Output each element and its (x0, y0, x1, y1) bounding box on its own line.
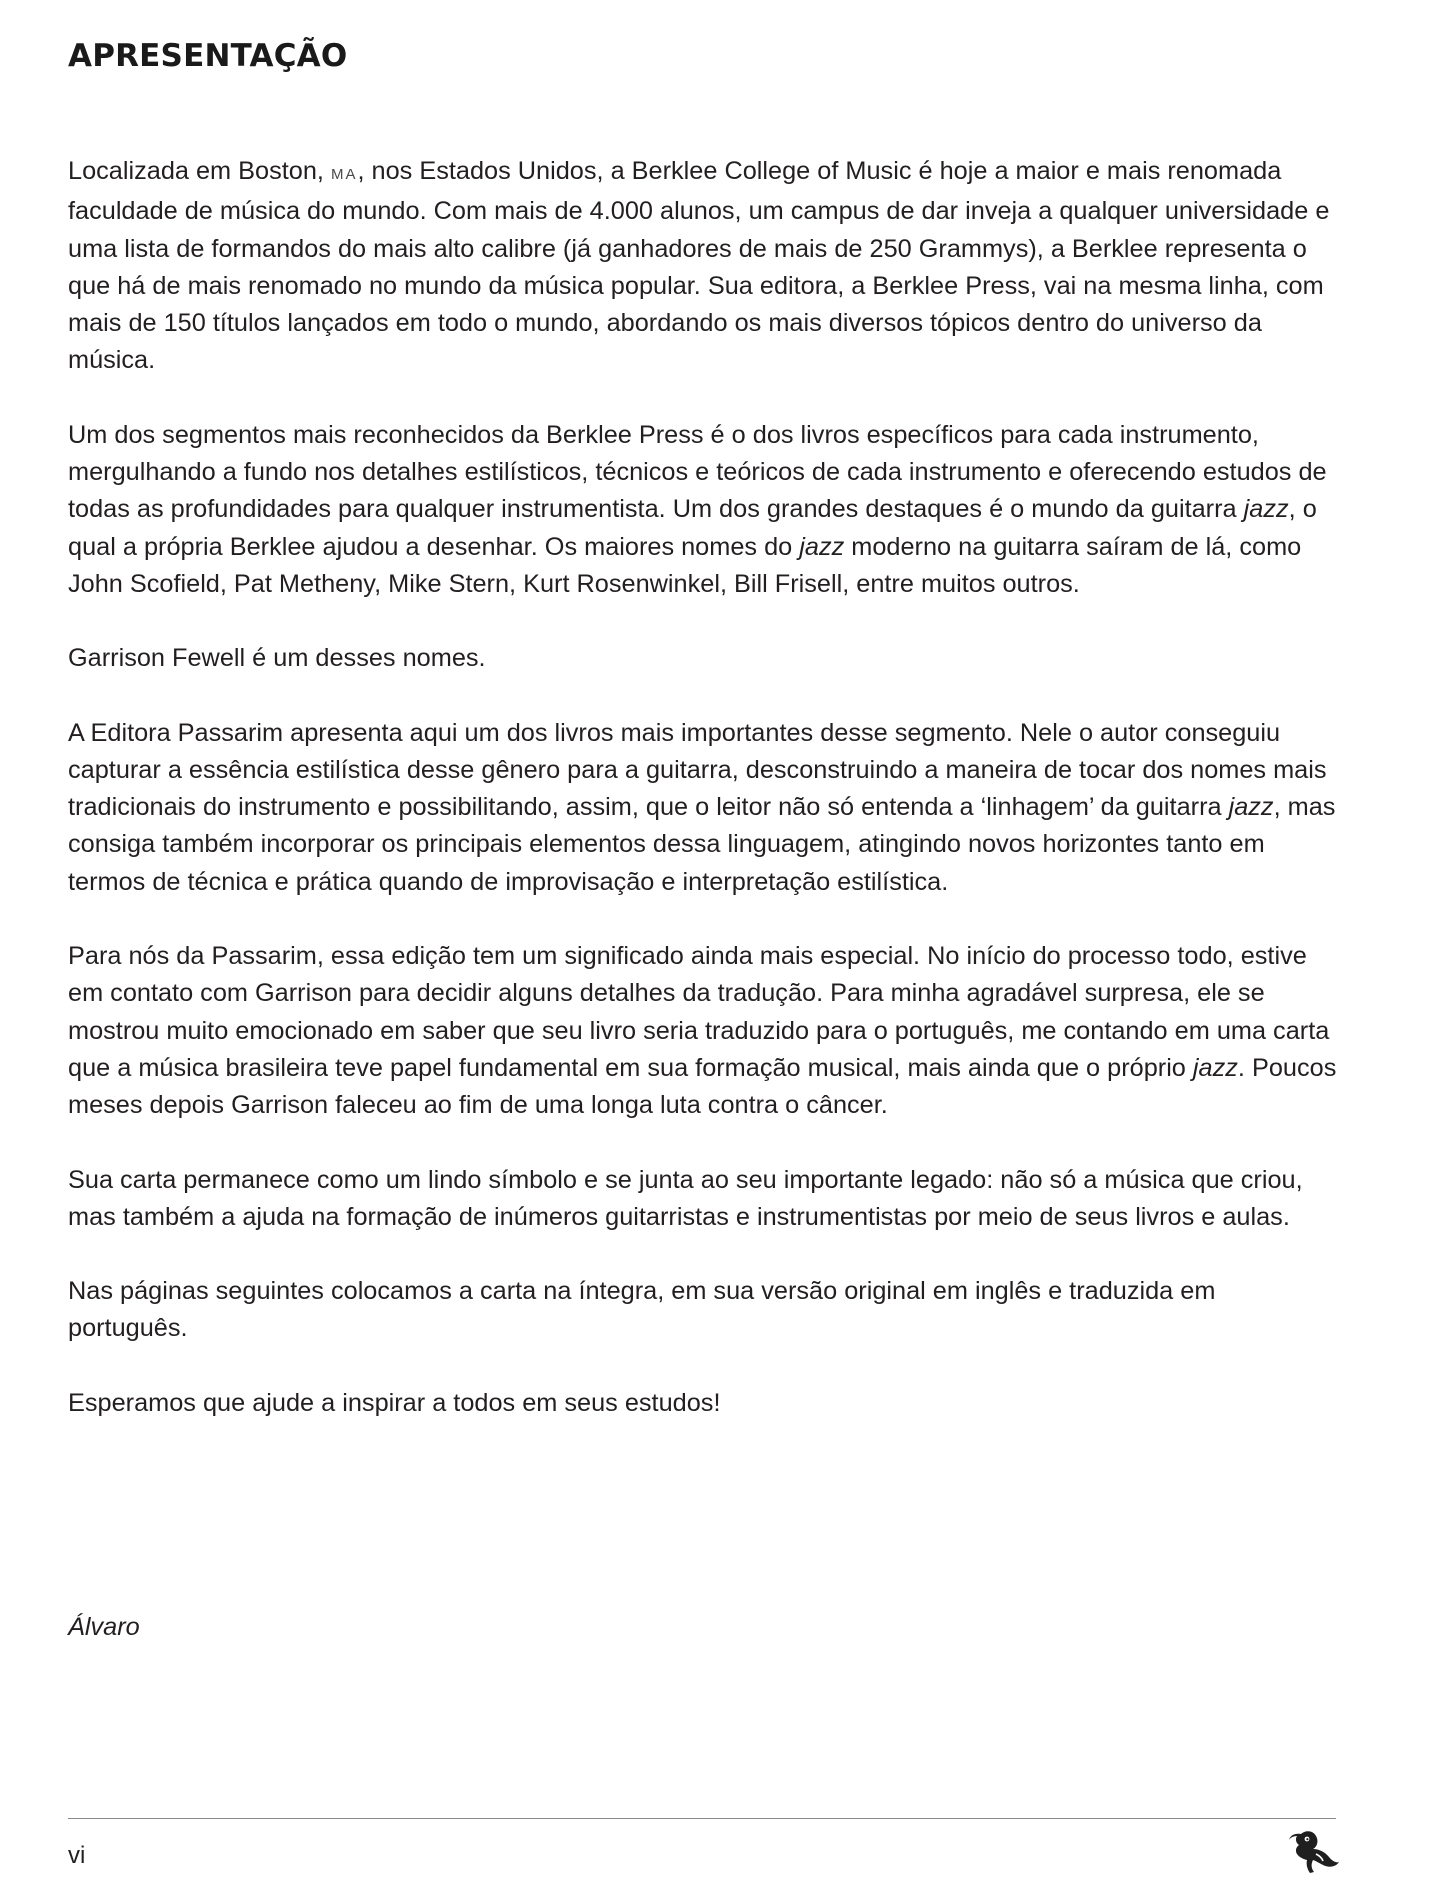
paragraph-5-text-b: . Poucos meses depois Garrison faleceu ao fim de uma longa luta contra o câncer. (68, 1053, 1337, 1120)
paragraph-8: Esperamos que ajude a inspirar a todos em seus estudos! (68, 1388, 721, 1417)
body-text (68, 153, 1338, 1459)
paragraph-2-text-a: Um dos segmentos mais reconhecidos da Berklee Press é o dos livros específicos para cada instrumento, mergulhando a fundo nos detalhes estilísticos, técnicos e teóricos de cada instrumento e oferecendo estudos de todas as profundidades para qualquer instrumentista. Um dos grandes destaques é o mundo da guitarra (68, 420, 1327, 524)
paragraph-5 (68, 938, 1338, 1124)
italic-term: jazz (799, 532, 845, 561)
paragraph-2 (68, 417, 1338, 603)
italic-term: jazz (1243, 495, 1289, 524)
document-page (68, 0, 1338, 1892)
paragraph-4-text-a: A Editora Passarim apresenta aqui um dos livros mais importantes desse segmento. Nele o autor conseguiu capturar a essência estilística desse gênero para a guitarra, desconstruindo a maneira de tocar dos nomes mais tradicionais do instrumento e possibilitando, assim, que o leitor não só entenda a ‘linhagem’ da guitarra (68, 718, 1327, 822)
paragraph-5-text-a: Para nós da Passarim, essa edição tem um significado ainda mais especial. No início do processo todo, estive em contato com Garrison para decidir alguns detalhes da tradução. Para minha agradável surpresa, ele se mostrou muito emocionado em saber que seu livro seria traduzido para o português, me contando em uma carta que a música brasileira teve papel fundamental em sua formação musical, mais ainda que o próprio (68, 942, 1330, 1082)
paragraph-2-text-c: moderno na guitarra saíram de lá, como John Scofield, Pat Metheny, Mike Stern, Kurt Rosenwinkel, Bill Frisell, entre muitos outros. (68, 532, 1302, 598)
page-number: vi (68, 1842, 86, 1869)
paragraph-4-text-b: , mas consiga também incorporar os principais elementos dessa linguagem, atingindo novos horizontes tanto em termos de técnica e prática quando de improvisação e interpretação estilística. (68, 793, 1336, 896)
state-abbreviation: MA (330, 166, 358, 183)
signature: Álvaro (68, 1613, 140, 1641)
paragraph-1-text-b: , nos Estados Unidos, a Berklee College of Music é hoje a maior e mais renomada faculdade de música do mundo. Com mais de 4.000 alunos, um campus de dar inveja a qualquer universidade e uma lista de formandos do mais alto calibre (já ganhadores de mais de 250 Grammys), a Berklee representa o que há de mais renomado no mundo da música popular. Sua editora, a Berklee Press, vai na mesma linha, com mais de 150 títulos lançados em todo o mundo, abordando os mais diversos tópicos dentro do universo da música. (68, 157, 1330, 375)
page-title: APRESENTAÇÃO (68, 38, 348, 74)
paragraph-4 (68, 715, 1338, 901)
paragraph-1-text-a: Localizada em Boston, (68, 157, 331, 185)
footer-divider (68, 1818, 1336, 1819)
italic-term: jazz (1228, 793, 1274, 822)
bird-logo-icon (1289, 1830, 1339, 1874)
paragraph-6: Sua carta permanece como um lindo símbolo e se junta ao seu importante legado: não só a música que criou, mas também a ajuda na formação de inúmeros guitarristas e instrumentistas por meio de seus livros e aulas. (68, 1165, 1303, 1231)
italic-term: jazz (1192, 1053, 1238, 1082)
paragraph-7: Nas páginas seguintes colocamos a carta na íntegra, em sua versão original em inglês e traduzida em português. (68, 1277, 1216, 1343)
paragraph-2-text-b: , o qual a própria Berklee ajudou a desenhar. Os maiores nomes do (68, 495, 1317, 561)
paragraph-3: Garrison Fewell é um desses nomes. (68, 644, 486, 673)
paragraph-1 (68, 153, 1338, 380)
